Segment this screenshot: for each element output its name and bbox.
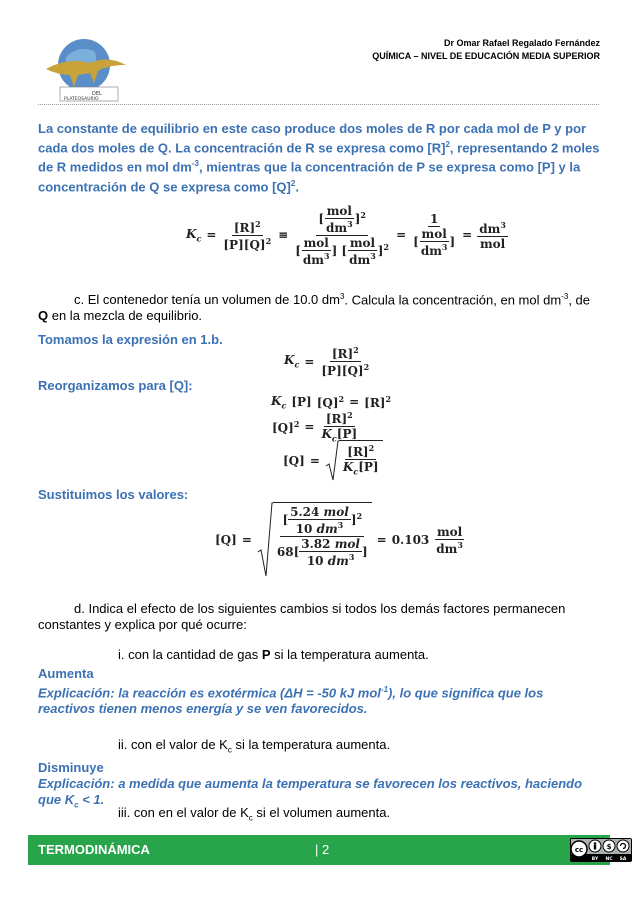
intro-paragraph: La constante de equilibrio en este caso produce dos moles de R por cada mol de P y por cada dos moles de Q. La concentración de R se expresa como $[R]^2$, representando 2 moles de R medidos en mol $dm^{-3}$, mientras que la concentración de P se expresa como [P] y la concentración de Q se expresa como $[Q]^2$. [38, 121, 600, 194]
creative-commons-license-icon [570, 838, 632, 862]
svg-text:$: $ [606, 843, 612, 851]
header-divider [38, 104, 599, 105]
footer-page-number: | 2 [315, 842, 330, 857]
cc-nc-label: NC [605, 857, 613, 862]
logo-text-plateosaurio: PLATEOSAURIO [64, 97, 99, 102]
part-d-item-i: i. con la cantidad de gas P si la temperatura aumenta. [118, 647, 429, 662]
header-author: Dr Omar Rafael Regalado Fernández [443, 38, 600, 48]
q-sqrt-equation: [Q] = $\frac{[R]^2}{K_c[P]}$ [283, 440, 383, 482]
part-d-question: d. Indica el efecto de los siguientes cambios si todos los demás factores permanecen constantes y explica por qué ocurre: [38, 601, 566, 632]
substitution-equation: [Q] = [ $\frac{\text{5.24 mol}}{10 dm^3}$ ]$^2$ 68[ $\frac{\text{3.82 mol}}{10 dm^3}$ ] = 0.103 $\frac{\text{mol}}{dm^3}$ [215, 502, 465, 578]
part-d-item-ii: ii. con el valor de $K_c$ si la temperatura aumenta. [118, 737, 391, 755]
answer-2: Disminuye [38, 760, 104, 775]
logo-text-del: DEL [92, 91, 102, 97]
dinosaur-globe-logo [38, 35, 130, 105]
header-subtitle: QUÍMICA – NIVEL DE EDUCACIÓN MEDIA SUPERIOR [372, 51, 600, 61]
rearranged-equation: $K_c$ [P] $[Q]^2$ = $[R]^2$ [271, 394, 392, 411]
cc-by-label: BY [591, 857, 599, 862]
part-d-item-iii: iii. con en el valor de $K_c$ si el volumen aumenta. [118, 805, 391, 823]
sqrt-sign [325, 440, 339, 482]
cc-sa-label: SA [619, 857, 627, 862]
explanation-1: Explicación: la reacción es exotérmica (ΔH = -50 kJ mol$^{-1}$), lo que significa que los reactivos tienen menos energía y se ven favorecidos. [38, 685, 544, 717]
step-substitute: Sustituimos los valores: [38, 487, 189, 502]
kc-expression: $K_c$ = $\frac{[R]^2}{[P][Q]^2}$ [284, 345, 370, 378]
step-reorganize: Reorganizamos para [Q]: [38, 378, 193, 393]
sqrt-sign-large [257, 502, 273, 578]
footer-title: TERMODINÁMICA [38, 842, 150, 857]
q-squared-equation: $[Q]^2$ = $\frac{[R]^2}{K_c[P]}$ [272, 410, 358, 444]
step-take-expression: Tomamos la expresión en 1.b. [38, 332, 223, 347]
kc-units-equation: $K_c$ = $\frac{[R]^2}{[P][Q]^2}$ ≡ [ $\frac{\text{mol}}{dm^3}$ ]$^2$ [ $\frac{\text{mol}}{dm^3}$ ] [ $\frac{\text{mol}}{dm^3}$ ]$^2$ = 1 [ $\frac{\text{mol}}{dm^3}$ ] = $\frac{dm^3}{\text{mol}}$ [186, 203, 506, 267]
part-c-question: c. El contenedor tenía un volumen de 10.0 $dm^3$. Calcula la concentración, en mol $dm^{-3}$, de Q en la mezcla de equilibrio. [38, 292, 590, 324]
answer-1: Aumenta [38, 666, 94, 681]
svg-text:cc: cc [574, 846, 584, 854]
explanation-2: Explicación: a medida que aumenta la temperatura se favorecen los reactivos, haciendo que $K_c < 1$. [38, 776, 583, 810]
